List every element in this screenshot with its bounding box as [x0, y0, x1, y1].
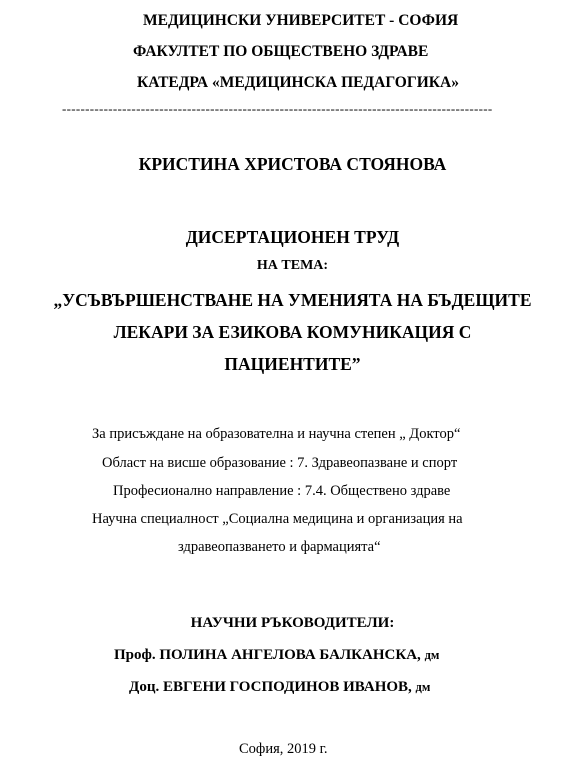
author-name: КРИСТИНА ХРИСТОВА СТОЯНОВА — [138, 154, 447, 174]
supervisor-2-degree: дм — [415, 680, 431, 694]
supervisor-1 — [114, 647, 439, 664]
supervisors-heading: НАУЧНИ РЪКОВОДИТЕЛИ: — [190, 615, 395, 631]
degree-line: За присъждане на образователна и научна степен „ Доктор“ — [92, 426, 461, 442]
supervisor-1-title: Проф. — [114, 647, 156, 663]
thesis-type: ДИСЕРТАЦИОНЕН ТРУД — [185, 227, 400, 247]
university-name: МЕДИЦИНСКИ УНИВЕРСИТЕТ - СОФИЯ — [143, 12, 459, 29]
faculty-name: ФАКУЛТЕТ ПО ОБЩЕСТВЕНО ЗДРАВЕ — [133, 43, 429, 60]
separator-line: --------------------------------------------------------------------------------------------- — [62, 101, 493, 116]
specialty-line: Научна специалност „Социална медицина и организация на — [92, 511, 463, 527]
field-line: Област на висше образование : 7. Здравеопазване и спорт — [102, 455, 458, 471]
supervisor-2 — [129, 679, 430, 696]
supervisor-2-name: ЕВГЕНИ ГОСПОДИНОВ ИВАНОВ, — [162, 679, 412, 695]
topic-label: НА ТЕМА: — [256, 258, 329, 273]
department-name: КАТЕДРА «МЕДИЦИНСКА ПЕДАГОГИКА» — [137, 74, 459, 91]
thesis-title-line: ПАЦИЕНТИТЕ” — [224, 354, 361, 374]
supervisor-1-name: ПОЛИНА АНГЕЛОВА БАЛКАНСКА, — [159, 647, 421, 663]
place-year: София, 2019 г. — [239, 741, 328, 757]
supervisor-1-degree: дм — [424, 648, 440, 662]
supervisor-2-title: Доц. — [129, 679, 160, 695]
thesis-title-line: „УСЪВЪРШЕНСТВАНЕ НА УМЕНИЯТА НА БЪДЕЩИТЕ — [53, 290, 532, 310]
direction-line: Професионално направление : 7.4. Обществено здраве — [113, 483, 451, 499]
thesis-title-line: ЛЕКАРИ ЗА ЕЗИКОВА КОМУНИКАЦИЯ С — [113, 322, 472, 342]
specialty-line-cont: здравеопазването и фармацията“ — [178, 539, 381, 555]
